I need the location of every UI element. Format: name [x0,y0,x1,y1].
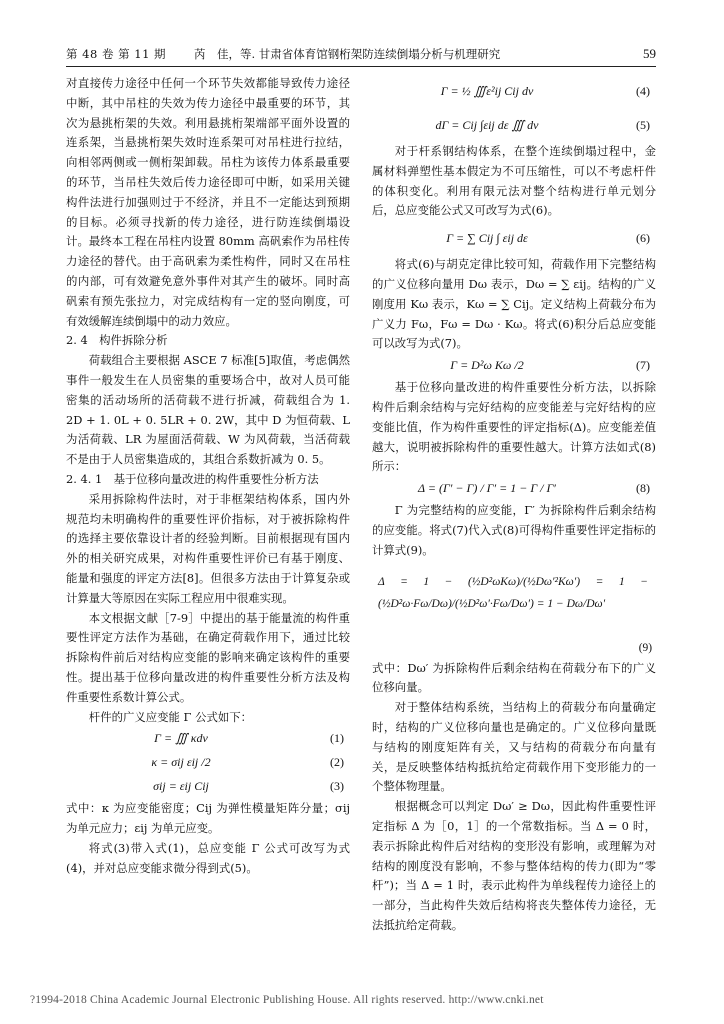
equation-number: (6) [636,231,650,246]
running-title: 芮 佳，等. 甘肃省体育馆钢桁架防连续倒塌分析与机理研究 [194,47,501,61]
equation-formula: Γ = D²ω Kω /2 [450,358,524,373]
equation-5 [372,108,656,142]
paragraph: 对于整体结构系统，当结构上的荷载分布向量确定时，结构的广义位移向量也是确定的。广义位移向量既与结构的刚度矩阵有关，又与结构的荷载分布向量有关，是反映整体结构抵抗给定荷载作用下变形能力的一个整体物理量。 [372,700,656,794]
equation-formula: σij = εij Cij [153,779,209,794]
equation-number: (7) [636,358,650,373]
equation-formula: Γ = ∭ κdv [154,731,208,746]
equation-3 [66,775,350,799]
equation-8 [372,477,656,501]
paragraph: 对直接传力途径中任何一个环节失效都能导致传力途径中断，其中吊柱的失效为传力途径中最重要的环节，其次为悬挑桁架的失效。利用悬挑桁架端部平面外设置的连系架，当悬挑桁架失效时连系架可对吊柱进行拉结，向相邻两侧或一侧桁架卸载。吊柱为该传力体系最重要的环节，当吊柱失效后传力途径即可中断，如采用关键构件法进行加强则过于不经济，并且不一定能达到预期的目标。必须寻找新的传力途径，进行防连续倒塌设计。最终本工程在吊柱内设置 80mm 高矾索作为吊柱传力途径的替代。由于高矾索为柔性构件，同时又在吊柱的内部，可有效避免意外事件对其产生的破坏。同时高矾索有预先张拉力，对完成结构有一定的竖向刚度，可有效缓解连续倒塌中的动力效应。 [66,76,350,328]
section-heading-2-4: 2. 4 构件拆除分析 [66,333,168,348]
equation-number: (5) [636,118,650,132]
equation-formula: κ = σij εij /2 [151,755,211,770]
equation-number: (3) [330,779,344,794]
paragraph: 本文根据文献［7-9］中提出的基于能量流的构件重要性评定方法作为基础，在确定荷载作用下，通过比较拆除构件前后对结构应变能的影响来确定该构件的重要性。提出基于位移向量改进的构件重要性分析方法及构件重要性系数计算公式。 [66,610,350,704]
equation-2 [66,751,350,775]
equation-formula: Γ = ½ ∭ε²ij Cij dv [440,84,534,98]
paragraph: 杆件的广义应变能 Γ 公式如下： [88,709,253,724]
equation-number: (8) [636,481,650,496]
page-number: 59 [643,46,656,61]
paragraph: Γ 为完整结构的应变能，Γ′ 为拆除构件后剩余结构的应变能。将式(7)代入式(8)可得构件重要性评定指标的计算式(9)。 [372,503,656,557]
paragraph: 将式(3)带入式(1)，总应变能 Γ 公式可改写为式(4)，并对总应变能求微分得到式(5)。 [66,840,350,875]
right-column [372,74,656,936]
equation-7 [372,354,656,378]
equation-number: (4) [636,84,650,98]
equation-1 [66,727,350,751]
equation-formula: dΓ = Cij ∫εij dε ∭ dv [435,118,539,132]
paragraph: 将式(6)与胡克定律比较可知，荷载作用下完整结构的广义位移向量用 Dω 表示，Dω = ∑ εij。结构的广义刚度用 Kω 表示，Kω = ∑ Cij。定义结构上荷载分布为广义力 Fω，Fω = Dω · Kω。将式(6)积分后总应变能可以改写为式(7)。 [372,257,656,351]
equation-6 [372,221,656,255]
paragraph: 荷载组合主要根据 ASCE 7 标准[5]取值，考虑偶然事件一般发生在人员密集的重要场合中，故对人员可能密集的活动场所的活荷载不进行折减，荷载组合为 1. 2D + 1. 0L + 0. 5LR + 0. 2W，其中 D 为恒荷载、L 为活荷载、LR 为屋面活荷载、W 为风荷载，当活荷载不是由于人员密集造成的，其组合系数折减为 0. 5。 [66,353,350,467]
paragraph: 采用拆除构件法时，对于非框架结构体系，国内外规范均未明确构件的重要性评价指标，对于被拆除构件的选择主要依靠设计者的经验判断。目前根据现有国内外的相关研究成果，对构件重要性评价已有基于刚度、能量和强度的评定方法[8]。但很多方法由于计算复杂或计算量大等原因在实际工程应用中很难实现。 [66,491,350,605]
equation-formula: Δ = (Γ′ − Γ) / Γ′ = 1 − Γ / Γ′ [418,481,556,496]
paragraph: 对于杆系钢结构体系，在整个连续倒塌过程中，金属材料弹塑性基本假定为不可压缩性，可以不考虑杆件的体积变化。利用有限元法对整个结构进行单元划分后，总应变能公式又可改写为式(6)。 [372,144,656,218]
equation-4 [372,74,656,108]
equation-number: (2) [330,755,344,770]
equation-number: (9) [638,641,652,654]
section-heading-2-4-1: 2. 4. 1 基于位移向量改进的构件重要性分析方法 [66,471,319,486]
paragraph: 式中：Dω′ 为拆除构件后剩余结构在荷载分布下的广义位移向量。 [372,660,656,695]
journal-volume: 第 48 卷 第 11 期 [66,47,167,61]
equation-number: (1) [330,731,344,746]
equation-formula: Δ = 1 − (½D²ωKω)/(½Dω′²Kω′) = 1 − (½D²ω·Fω/Dω)/(½D²ω′·Fω/Dω′) = 1 − Dω/Dω′ [378,575,648,610]
left-column [66,74,350,878]
paragraph: 基于位移向量改进的构件重要性分析方法，以拆除构件后剩余结构与完好结构的应变能差与完好结构的应变能比值，作为构件重要性的评定指标(Δ)。应变能差值越大，说明被拆除构件的重要性越大。计算方法如式(8)所示： [372,380,656,474]
copyright-footer: ?1994-2018 China Academic Journal Electronic Publishing House. All rights reserved. http://www.cnki.net [30,994,544,1006]
page-header [66,44,656,64]
paragraph: 式中：κ 为应变能密度；Cij 为弹性模量矩阵分量；σij 为单元应力；εij 为单元应变。 [66,801,350,836]
header-rule [66,66,656,67]
paragraph: 根据概念可以判定 Dω′ ≥ Dω，因此构件重要性评定指标 Δ 为［0，1］的一个常数指标。当 Δ = 0 时，表示拆除此构件后对结构的变形没有影响，或理解为对结构的刚度没有影响，不参与整体结构的传力(即为“零杆”)；当 Δ = 1 时，表示此构件为单线程传力途径上的一部分，当此构件失效后结构将丧失整体传力途径，无法抵抗给定荷载。 [372,799,656,932]
equation-formula: Γ = ∑ Cij ∫ εij dε [446,231,528,246]
equation-9 [372,561,656,639]
